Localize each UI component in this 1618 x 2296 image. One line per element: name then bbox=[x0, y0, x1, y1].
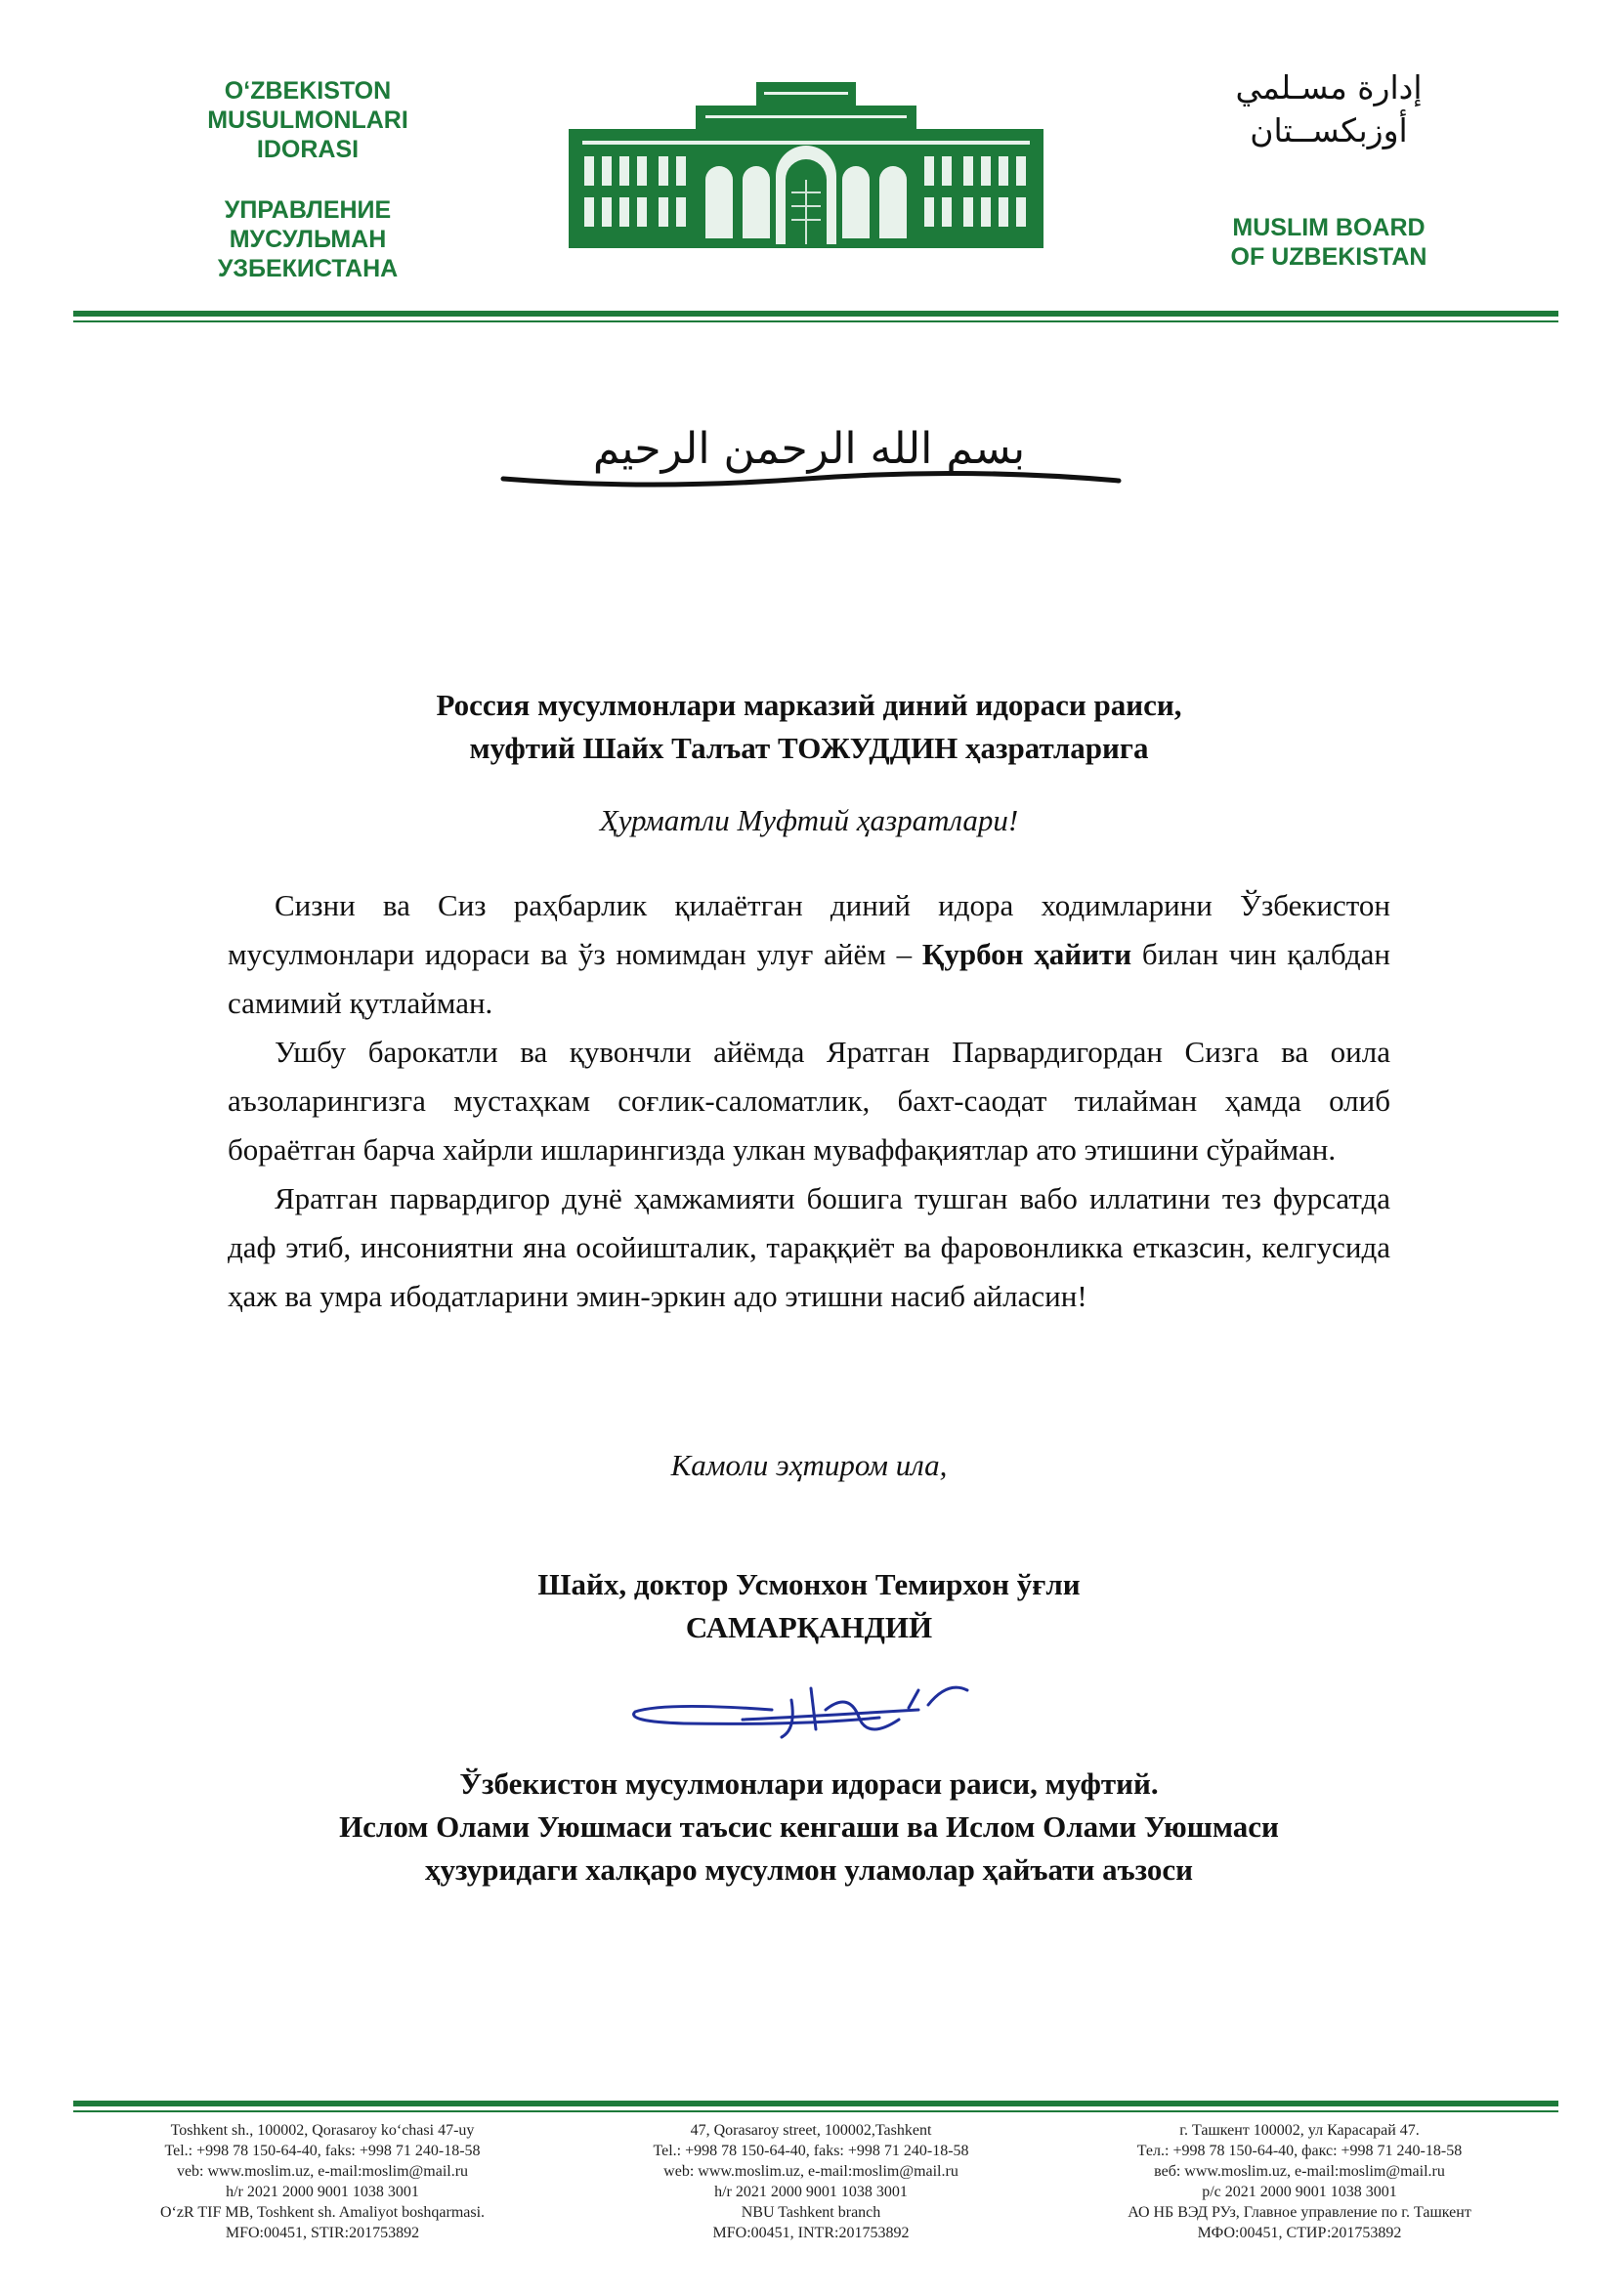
greeting: Ҳурматли Муфтий ҳазратлари! bbox=[599, 803, 1019, 837]
header-rule-thick bbox=[73, 311, 1558, 317]
letter-body bbox=[228, 881, 1390, 1321]
org-name-uzbek: O‘ZBEKISTON MUSULMONLARI IDORASI bbox=[207, 77, 408, 163]
paragraph: Ушбу барокатли ва қувончли айёмда Яратган Парвардигордан Сизга ва оила аъзоларингизга мустаҳкам соғлик-саломатлик, бахт-саодат тилайман ҳамда олиб бораётган барча хайрли ишларингизда улкан муваффақиятлар ато этишини сўрайман. bbox=[228, 1035, 1390, 1167]
footer-rule-thin bbox=[73, 2110, 1558, 2112]
paragraph: Яратган парвардигор дунё ҳамжамияти бошига тушган вабо иллатини тез фурсатда даф этиб, инсониятни яна осойишталик, тараққиёт ва фаровонликка етказсин, келгусида ҳаж ва умра ибодатларини эмин-эркин адо этишни насиб айласин! bbox=[228, 1181, 1390, 1313]
addressee: Россия мусулмонлари марказий диний идораси раиси, муфтий Шайх Талъат ТОЖУДДИН ҳазратларига bbox=[436, 688, 1182, 765]
footer-address-english: 47, Qorasaroy street, 100002,Tashkent Tel.: +998 78 150-64-40, faks: +998 71 240-18-58 web: www.moslim.uz, e-mail:moslim@mail.ru h/r 2021 2000 9001 1038 3001 NBU Tashkent branch MFO:00451, INTR:201753892 bbox=[653, 2122, 969, 2241]
signer-title: Ўзбекистон мусулмонлари идораси раиси, муфтий. Ислом Олами Уюшмаси таъсис кенгаши ва Ислом Олами Уюшмаси ҳузуридаги халқаро мусулмон уламолар ҳайъати аъзоси bbox=[339, 1766, 1279, 1887]
basmala-calligraphy: بسم الله الرحمن الرحيم bbox=[592, 424, 1026, 474]
org-name-russian: УПРАВЛЕНИЕ МУСУЛЬМАН УЗБЕКИСТАНА bbox=[217, 196, 399, 282]
holiday-name: Қурбон ҳайити bbox=[921, 937, 1132, 971]
paragraph: Сизни ва Сиз раҳбарлик қилаётган диний идора ходимларини Ўзбекистон мусулмонлари идораси ва ўз номимдан улуғ айём – Қурбон ҳайити билан чин қалбдан самимий қутлайман. bbox=[228, 888, 1390, 1020]
mosque-building-logo bbox=[569, 82, 1043, 248]
footer-address-uzbek: Toshkent sh., 100002, Qorasaroy ko‘chasi 47-uy Tel.: +998 78 150-64-40, faks: +998 71 240-18-58 veb: www.moslim.uz, e-mail:moslim@mail.ru h/r 2021 2000 9001 1038 3001 O‘zR TIF MB, Toshkent sh. Amaliyot boshqarmasi. MFO:00451, STIR:201753892 bbox=[159, 2122, 486, 2241]
signer-name: Шайх, доктор Усмонхон Темирхон ўғли САМАРҚАНДИЙ bbox=[537, 1567, 1081, 1644]
header-rule-thin bbox=[73, 320, 1558, 322]
footer-rule-thick bbox=[73, 2101, 1558, 2106]
basmala-flourish bbox=[493, 430, 1128, 498]
org-name-english: MUSLIM BOARD OF UZBEKISTAN bbox=[1230, 214, 1427, 271]
closing: Камоли эҳтиром ила, bbox=[670, 1448, 948, 1482]
footer-address-russian: г. Ташкент 100002, ул Карасарай 47. Тел.: +998 78 150-64-40, факс: +998 71 240-18-58 веб: www.moslim.uz, e-mail:moslim@mail.ru р/с 2021 2000 9001 1038 3001 АО НБ ВЭД РУз, Главное управление по г. Ташкент МФО:00451, СТИР:201753892 bbox=[1128, 2122, 1471, 2241]
org-name-arabic: إدارة مسـلمي أوزبكســتان bbox=[1235, 68, 1423, 149]
handwritten-signature bbox=[625, 1661, 997, 1749]
